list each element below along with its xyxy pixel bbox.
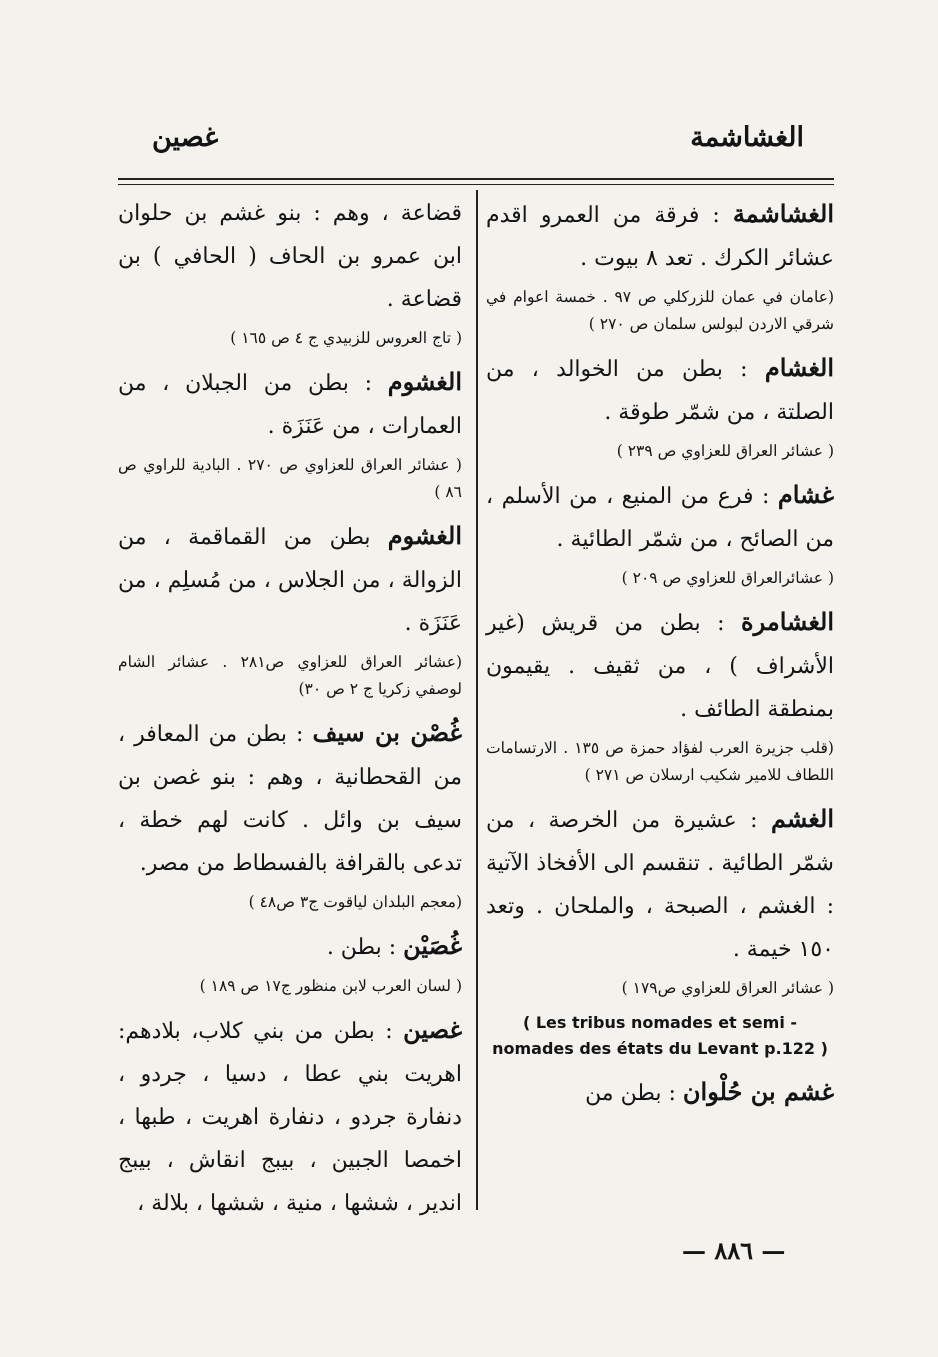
entry-headword: الغشوم <box>387 367 462 396</box>
entry-reference: (عامان في عمان للزركلي ص ٩٧ . خمسة اعوام في شرقي الاردن لبولس سلمان ص ٢٧٠ ) <box>486 288 835 333</box>
dictionary-entry <box>118 924 462 969</box>
entry-reference: ( عشائرالعراق للعزاوي ص ٢٠٩ ) <box>621 569 834 587</box>
running-header-right: الغشاشمة <box>690 122 804 153</box>
dictionary-entry <box>486 1070 834 1115</box>
header-rule <box>118 178 834 180</box>
entry-reference: (معجم البلدان لياقوت ج٣ ص٤٨ ) <box>248 893 462 911</box>
dictionary-entry <box>486 473 834 561</box>
entry-reference: ( عشائر العراق للعزاوي ص ٢٧٠ . البادية للراوي ص ٨٦ ) <box>118 456 462 501</box>
right-column <box>486 192 834 1115</box>
entry-headword: غُصَيْن <box>403 931 462 960</box>
entry-headword: الغشوم <box>387 521 462 550</box>
header-rule-thin <box>118 184 834 185</box>
entry-text: بطن من القماقمة ، من الزوالة ، من الجلاس ، من مُسلِم ، من عَنَزَة . <box>118 525 462 636</box>
column-divider <box>476 190 478 1210</box>
entry-text: : بطن من المعافر ، من القحطانية ، وهم : بنو غصن بن سيف بن وائل . كانت لهم خطة ، تدعى بالقرافة بالفسطاط من مصر. <box>118 722 462 876</box>
dictionary-entry <box>486 600 834 731</box>
entry-headword: غُصْن بن سيف <box>312 718 462 747</box>
entry-text: : عشيرة من الخرصة ، من شمّر الطائية . تنقسم الى الأفخاذ الآتية : الغشم ، الصبحة ، والملحان . وتعد ١٥٠ خيمة . <box>486 808 834 962</box>
entry-headword: الغشامرة <box>741 607 834 636</box>
entry-text: : بطن . <box>326 935 397 960</box>
entry-text: قضاعة ، وهم : بنو غشم بن حلوان ابن عمرو بن الحاف ( الحافي ) بن قضاعة . <box>118 201 462 312</box>
entry-headword: الغشم <box>771 804 834 833</box>
entry-text: : فرع من المنيع ، من الأسلم ، من الصائح ، من شمّر الطائية . <box>486 484 834 552</box>
dictionary-entry <box>486 797 834 971</box>
entry-headword: غشام <box>777 480 834 509</box>
entry-headword: غشم بن حُلْوان <box>682 1077 834 1106</box>
dictionary-entry <box>118 360 462 448</box>
left-column <box>118 192 462 1225</box>
dictionary-entry <box>486 346 834 434</box>
entry-reference: ( تاج العروس للزبيدي ج ٤ ص ١٦٥ ) <box>230 329 462 347</box>
latin-reference: ( Les tribus nomades et semi - nomades des états du Levant p.122 ) <box>492 1013 828 1058</box>
entry-headword: الغشاشمة <box>732 199 834 228</box>
dictionary-entry <box>118 711 462 885</box>
entry-reference: ( عشائر العراق للعزاوي ص١٧٩ ) <box>621 979 834 997</box>
entry-reference: (قلب جزيرة العرب لفؤاد حمزة ص ١٣٥ . الارتسامات اللطاف للامير شكيب ارسلان ص ٢٧١ ) <box>486 739 834 784</box>
entry-text: : بطن من الخوالد ، من الصلتة ، من شمّر طوقة . <box>486 357 834 425</box>
entry-text: : بطن من بني كلاب، بلادهم: اهريت بني عطا ، دسيا ، جردو ، دنفارة جردو ، دنفارة اهريت ، طبها ، اخمصا الجبين ، بيبج انقاش ، بيبج اندير ، ششها ، منية ، ششها ، بلالة ، <box>118 1019 462 1216</box>
entry-reference: (عشائر العراق للعزاوي ص٢٨١ . عشائر الشام لوصفي زكريا ج ٢ ص ٣٠) <box>118 653 462 698</box>
entry-headword: غصين <box>403 1015 462 1044</box>
dictionary-entry <box>118 1008 462 1225</box>
entry-headword: الغشام <box>764 353 835 382</box>
entry-text: : فرقة من العمرو اقدم عشائر الكرك . تعد ٨ بيوت . <box>486 203 834 271</box>
entry-text: : بطن من <box>585 1081 676 1106</box>
entry-reference: ( عشائر العراق للعزاوي ص ٢٣٩ ) <box>616 442 834 460</box>
dictionary-entry <box>118 514 462 645</box>
running-header-left: غصين <box>152 122 219 153</box>
page-number: — ٨٨٦ — <box>682 1236 786 1265</box>
dictionary-entry <box>486 192 834 280</box>
dictionary-entry <box>118 192 462 321</box>
entry-reference: ( لسان العرب لابن منظور ج١٧ ص ١٨٩ ) <box>199 977 462 995</box>
entry-text: : بطن من قريش (غير الأشراف ) ، من ثقيف . يقيمون بمنطقة الطائف . <box>486 611 834 722</box>
entry-text: : بطن من الجبلان ، من العمارات ، من عَنَزَة . <box>118 371 462 439</box>
